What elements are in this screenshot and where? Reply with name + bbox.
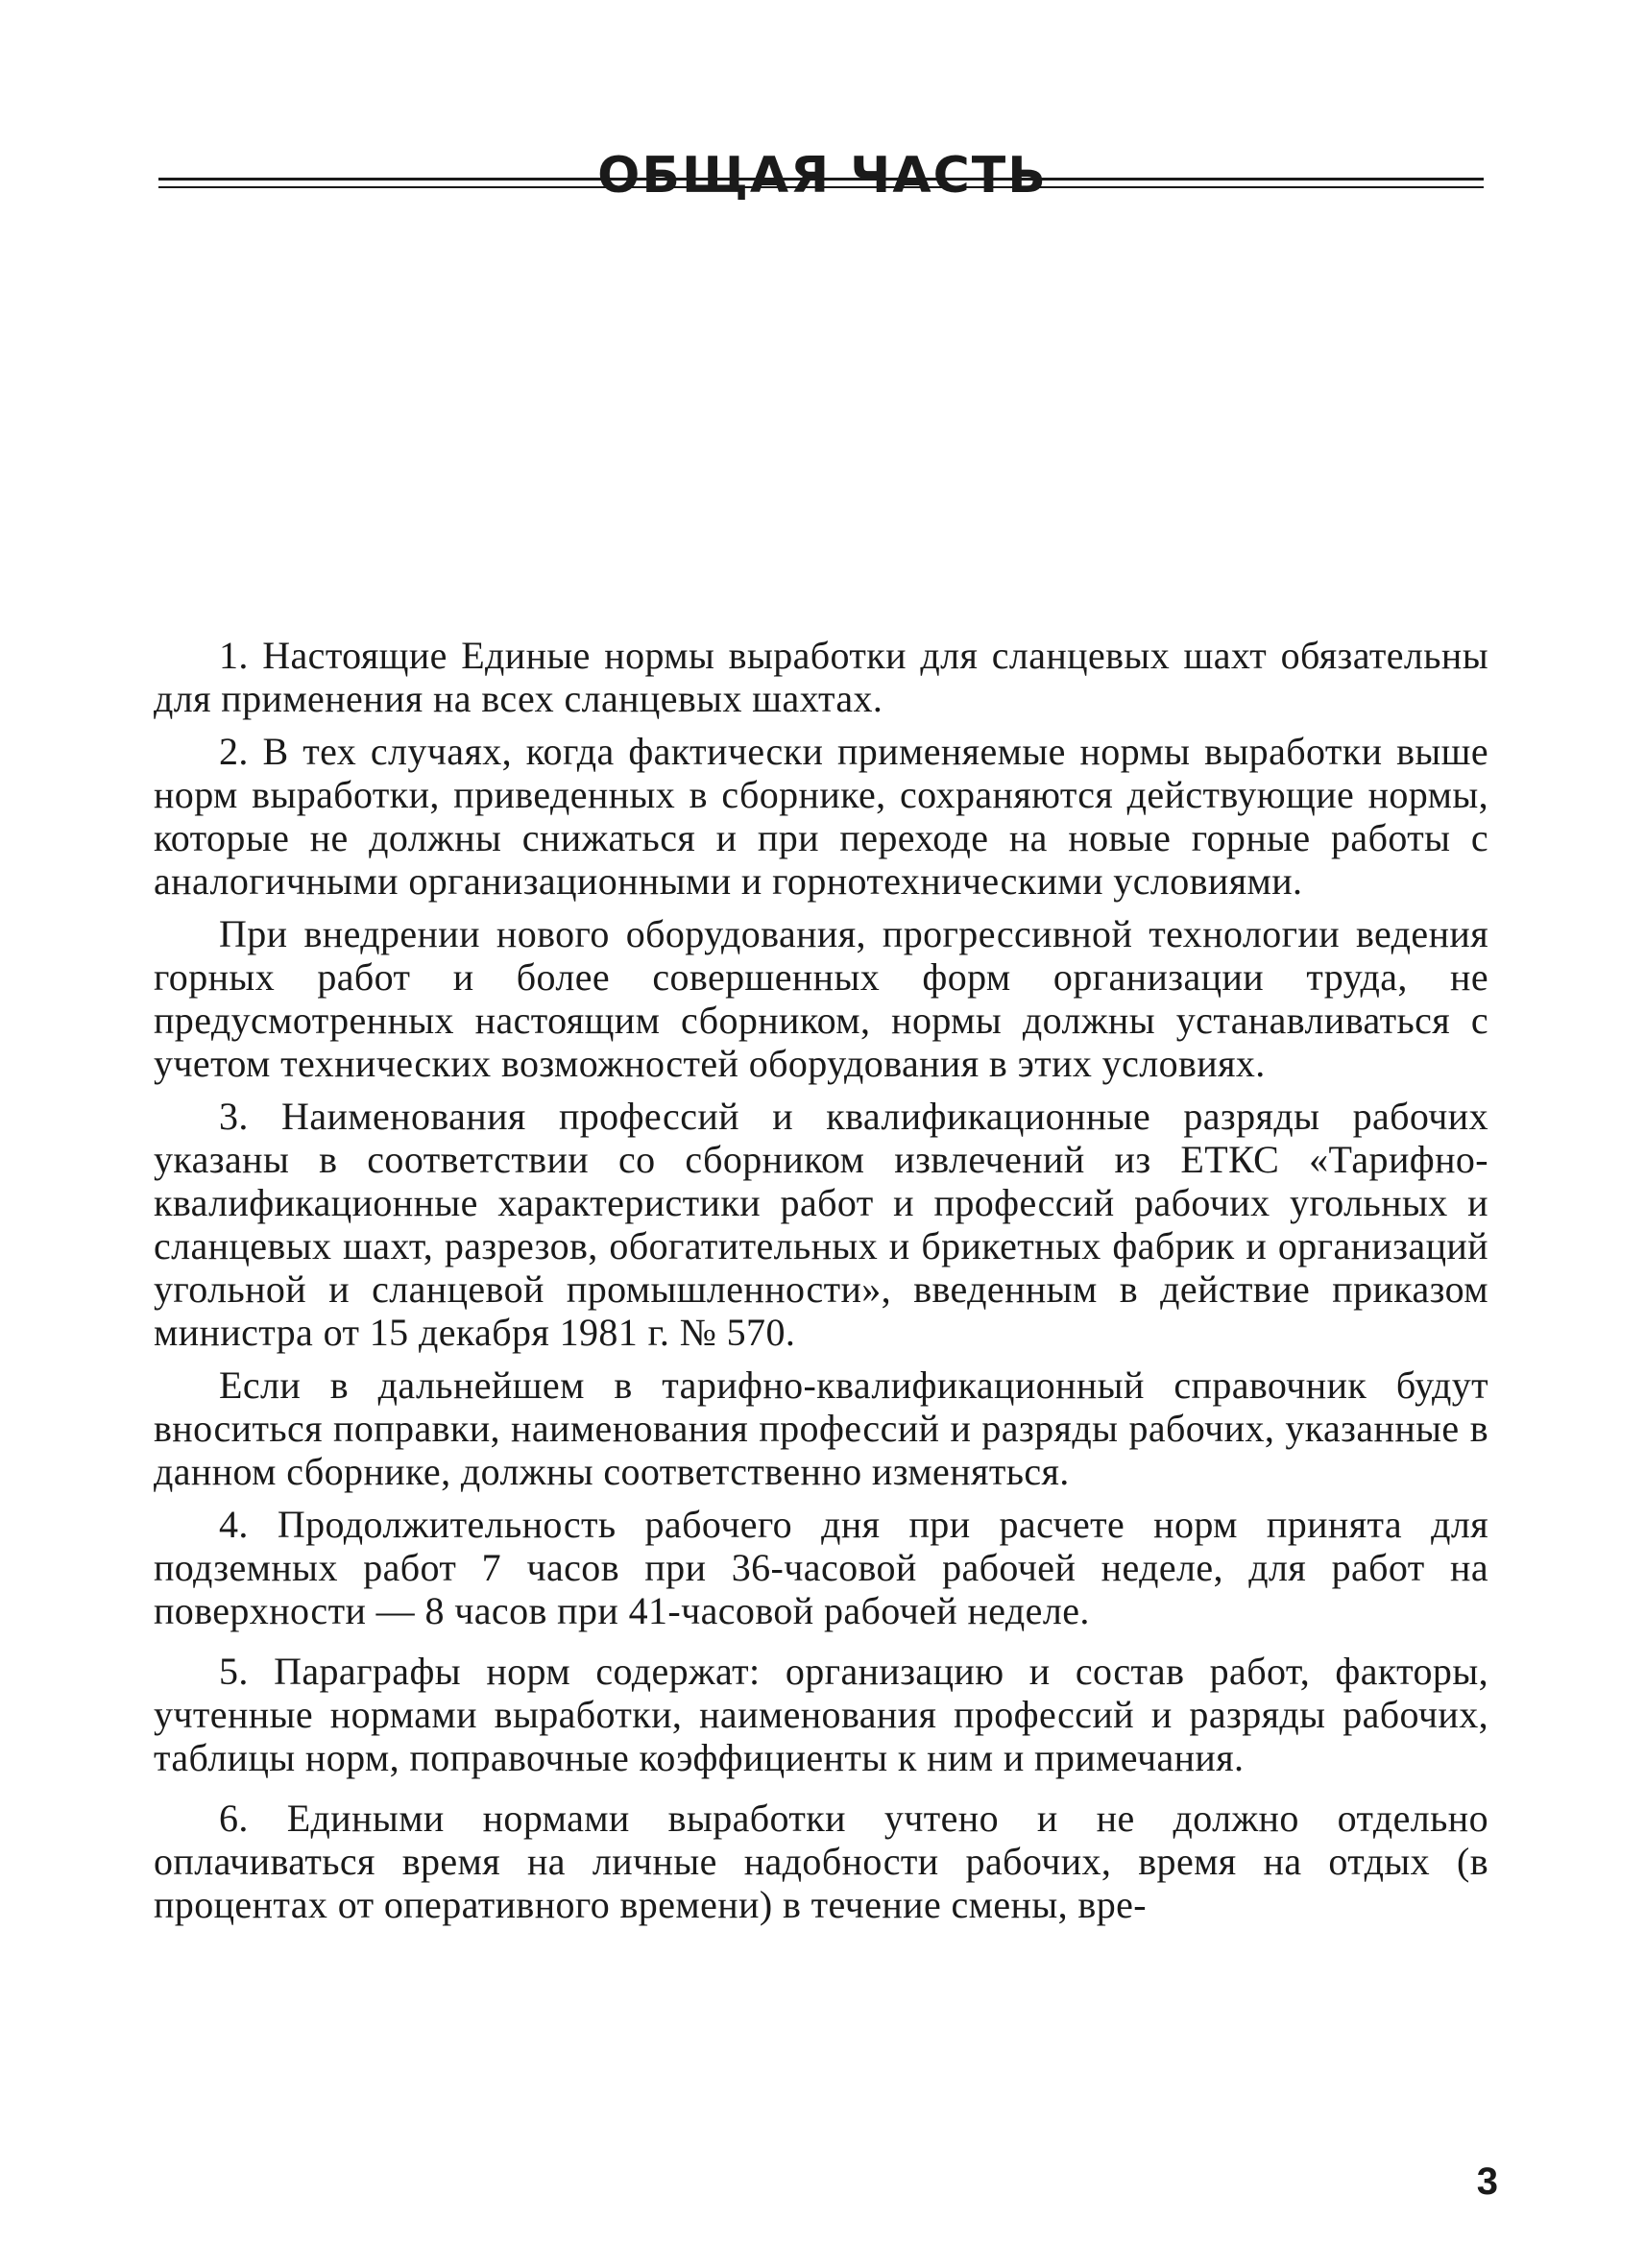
section-title: ОБЩАЯ ЧАСТЬ [597,146,1048,205]
body-text [154,634,1488,1926]
paragraph-7: 5. Параграфы норм содержат: организацию и состав работ, факторы, учтенные нормами выработки, наименования профессий и разряды рабочих, таблицы норм, поправочные коэффициенты к ним и примечания. [154,1650,1488,1779]
title-rule-top [158,178,1484,181]
paragraph-3: При внедрении нового оборудования, прогрессивной технологии ведения горных работ и более совершенных форм организации труда, не предусмотренных настоящим сборником, нормы должны устанавливаться с учетом технических возможностей оборудования в этих условиях. [154,912,1488,1085]
title-rule-bottom [158,186,1484,188]
paragraph-8: 6. Едиными нормами выработки учтено и не должно отдельно оплачиваться время на личные надобности рабочих, время на отдых (в процентах от оперативного времени) в течение смены, вре- [154,1797,1488,1926]
paragraph-1: 1. Настоящие Единые нормы выработки для сланцевых шахт обязательны для применения на всех сланцевых шахтах. [154,634,1488,720]
paragraph-6: 4. Продолжительность рабочего дня при расчете норм принята для подземных работ 7 часов при 36-часовой рабочей неделе, для работ на поверхности — 8 часов при 41-часовой рабочей неделе. [154,1503,1488,1632]
page-number: 3 [1476,2160,1498,2203]
paragraph-2: 2. В тех случаях, когда фактически применяемые нормы выработки выше норм выработки, приведенных в сборнике, сохраняются действующие нормы, которые не должны снижаться и при переходе на новые горные работы с аналогичными организационными и горнотехническими условиями. [154,730,1488,903]
paragraph-5: Если в дальнейшем в тарифно-квалификационный справочник будут вноситься поправки, наименования профессий и разряды рабочих, указанные в данном сборнике, должны соответственно изменяться. [154,1363,1488,1493]
paragraph-4: 3. Наименования профессий и квалификационные разряды рабочих указаны в соответствии со сборником извлечений из ЕТКС «Тарифно-квалификационные характеристики работ и профессий рабочих угольных и сланцевых шахт, разрезов, обогатительных и брикетных фабрик и организаций угольной и сланцевой промышленности», введенным в действие приказом министра от 15 декабря 1981 г. № 570. [154,1095,1488,1354]
